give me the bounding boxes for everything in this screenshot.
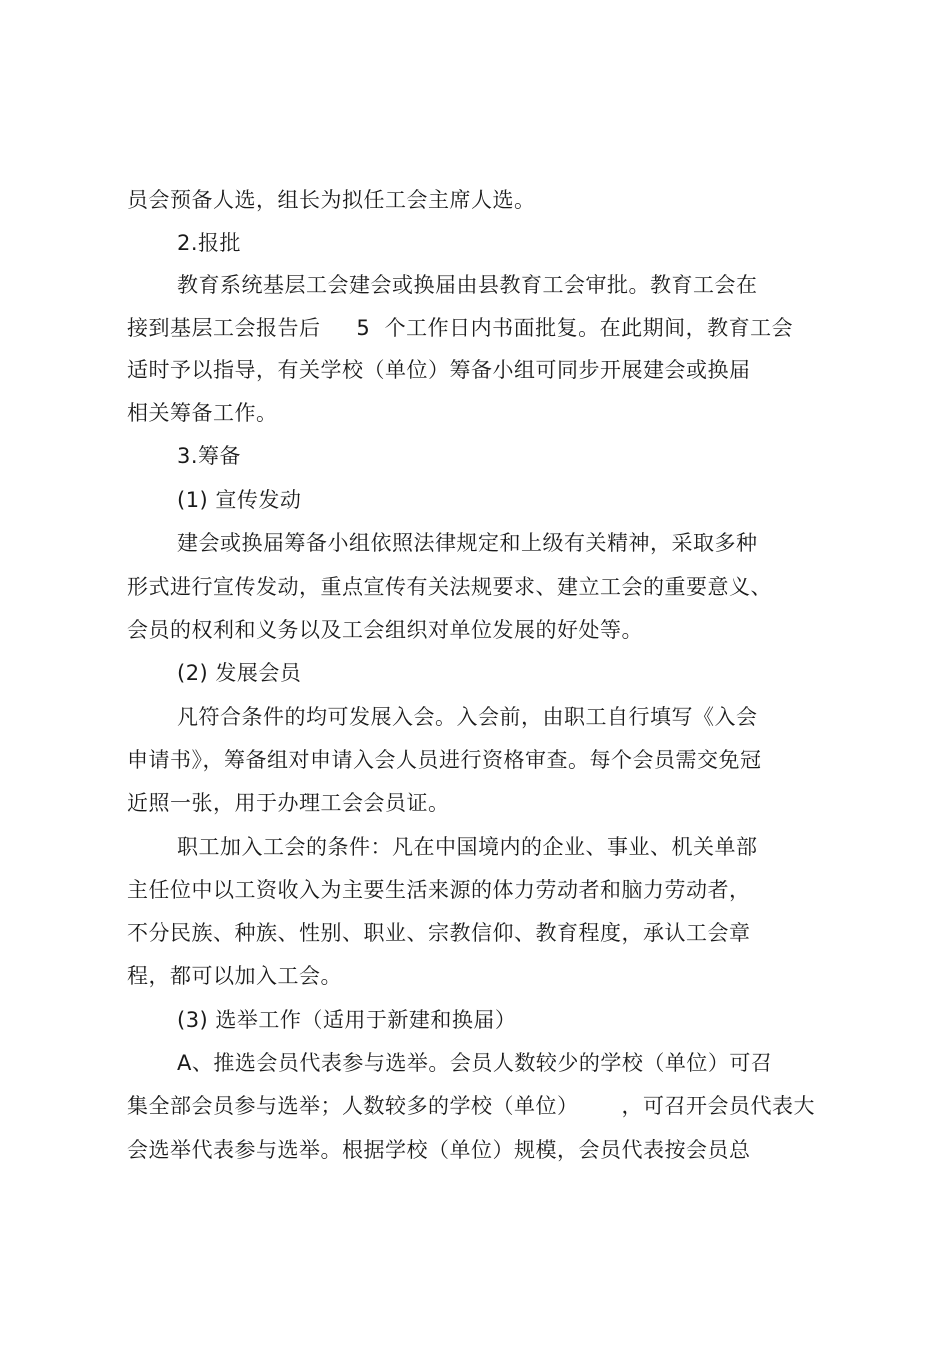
- section-heading: 2.报批: [177, 231, 242, 255]
- subsection-heading: (2) 发展会员: [177, 661, 302, 685]
- text-line: 会员的权利和义务以及工会组织对单位发展的好处等。: [127, 618, 643, 642]
- text-line: 接到基层工会报告后 5 个工作日内书面批复。在此期间，教育工会: [127, 316, 794, 340]
- text-line: 凡符合条件的均可发展入会。入会前，由职工自行填写《入会: [177, 705, 758, 729]
- subsection-heading: (3) 选举工作（适用于新建和换届）: [177, 1008, 517, 1032]
- subsection-heading: (1) 宣传发动: [177, 488, 302, 512]
- text-line: 建会或换届筹备小组依照法律规定和上级有关精神，采取多种: [177, 531, 758, 555]
- section-heading: 3.筹备: [177, 444, 242, 468]
- text-line: 会选举代表参与选举。根据学校（单位）规模，会员代表按会员总: [127, 1138, 751, 1162]
- text-line: 集全部会员参与选举；人数较多的学校（单位） ，可召开会员代表大: [127, 1094, 816, 1118]
- text-line: 不分民族、种族、性别、职业、宗教信仰、教育程度，承认工会章: [127, 921, 751, 945]
- text-line: 员会预备人选，组长为拟任工会主席人选。: [127, 188, 536, 212]
- text-line: 近照一张，用于办理工会会员证。: [127, 791, 450, 815]
- text-line: A、推选会员代表参与选举。会员人数较少的学校（单位）可召: [177, 1051, 773, 1075]
- text-line: 教育系统基层工会建会或换届由县教育工会审批。教育工会在: [177, 273, 758, 297]
- text-line: 程，都可以加入工会。: [127, 964, 342, 988]
- text-line: 主任位中以工资收入为主要生活来源的体力劳动者和脑力劳动者，: [127, 878, 751, 902]
- text-line: 适时予以指导，有关学校（单位）筹备小组可同步开展建会或换届: [127, 358, 751, 382]
- text-line: 相关筹备工作。: [127, 401, 278, 425]
- text-line: 形式进行宣传发动，重点宣传有关法规要求、建立工会的重要意义、: [127, 575, 772, 599]
- text-line: 申请书》，筹备组对申请入会人员进行资格审查。每个会员需交免冠: [127, 748, 762, 772]
- text-line: 职工加入工会的条件：凡在中国境内的企业、事业、机关单部: [177, 835, 758, 859]
